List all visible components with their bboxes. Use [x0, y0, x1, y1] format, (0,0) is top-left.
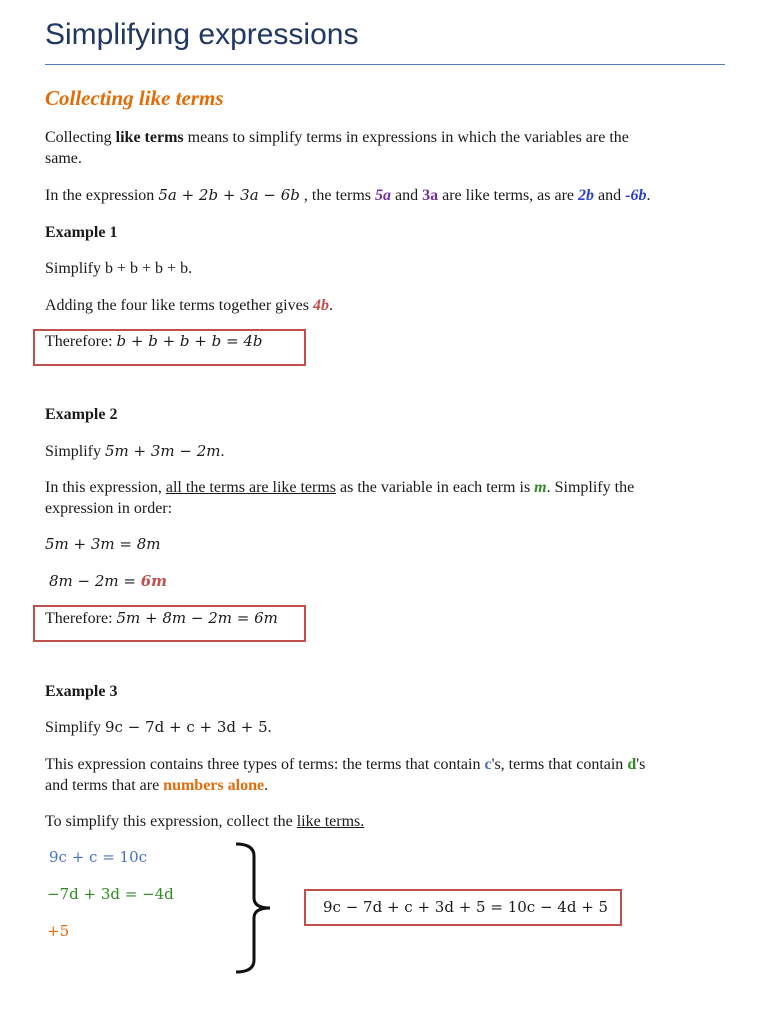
section-heading: Collecting like terms	[45, 86, 224, 110]
like-terms-explanation	[45, 185, 650, 206]
intro-line-2: same.	[45, 150, 82, 167]
right-brace-icon	[234, 842, 274, 974]
text: Adding the four like terms together gives	[45, 297, 313, 314]
text: and	[390, 187, 423, 204]
intro-text: means to simplify terms in expressions in which the variables are the	[183, 129, 629, 146]
term-3a: 3a	[422, 187, 439, 204]
text: Simplify	[45, 443, 106, 460]
question-expression: 9c − 7d + c + 3d + 5	[105, 718, 268, 736]
term-type-numbers: numbers alone	[163, 777, 265, 794]
step-result: 6m	[140, 572, 168, 590]
underlined-text: like terms.	[296, 813, 365, 830]
step-expression: 8m − 2m =	[49, 572, 141, 590]
text: .	[264, 777, 269, 794]
therefore-label: Therefore:	[45, 610, 117, 627]
text: 's, terms that contain	[491, 756, 628, 773]
example-1-heading: Example 1	[45, 224, 118, 241]
group-constants: +5	[47, 922, 70, 940]
text: This expression contains three types of terms: the terms that contain	[45, 756, 485, 773]
text: .	[220, 443, 225, 460]
term-type-d: d	[627, 756, 637, 773]
example-3-answer: 9c − 7d + c + 3d + 5 = 10c − 4d + 5	[323, 898, 609, 916]
text: are like terms, as are	[438, 187, 579, 204]
text: .	[267, 719, 272, 736]
text: , the terms	[299, 187, 375, 204]
example-2-step-2	[49, 571, 167, 592]
example-3-instruction	[45, 811, 364, 832]
underlined-text: all the terms are like terms	[165, 479, 337, 496]
term-2b: 2b	[578, 187, 595, 204]
therefore-label: Therefore:	[45, 333, 117, 350]
math-expression: 5a + 2b + 3a − 6b	[158, 186, 300, 204]
text: .	[646, 187, 651, 204]
example-1-question: Simplify b + b + b + b.	[45, 260, 193, 277]
example-2-step-1: 5m + 3m = 8m	[45, 535, 161, 553]
text: . Simplify the	[546, 479, 635, 496]
example-3-explanation-line-1	[45, 754, 645, 775]
intro-keyword: like terms	[115, 129, 184, 146]
group-c-terms: 9c + c = 10c	[49, 848, 148, 866]
example-2-heading: Example 2	[45, 406, 118, 423]
example-1-answer	[45, 331, 263, 352]
term-5a: 5a	[374, 187, 391, 204]
example-2-explanation-line-2: expression in order:	[45, 500, 173, 517]
intro-text: Collecting	[45, 129, 116, 146]
text: and	[594, 187, 626, 204]
variable-m: m	[534, 479, 547, 496]
title-divider	[45, 64, 725, 65]
example-2-answer	[45, 608, 278, 629]
intro-line-1	[45, 127, 629, 148]
question-expression: 5m + 3m − 2m	[105, 442, 221, 460]
text: .	[328, 297, 333, 314]
answer-expression: b + b + b + b = 4b	[116, 332, 263, 350]
page-title: Simplifying expressions	[45, 18, 359, 51]
term-minus-6b: -6b	[625, 187, 647, 204]
text: and terms that are	[45, 777, 164, 794]
example-3-explanation-line-2	[45, 775, 268, 796]
text: In this expression,	[45, 479, 166, 496]
example-1-result: 4b	[312, 297, 329, 314]
example-2-explanation-line-1	[45, 477, 634, 498]
answer-expression: 5m + 8m − 2m = 6m	[116, 609, 278, 627]
text: 's	[636, 756, 646, 773]
group-d-terms: −7d + 3d = −4d	[47, 885, 174, 903]
text: In the expression	[45, 187, 159, 204]
text: To simplify this expression, collect the	[45, 813, 297, 830]
text: Simplify	[45, 719, 106, 736]
example-3-heading: Example 3	[45, 683, 118, 700]
example-3-question	[45, 717, 272, 738]
term-type-c: c	[484, 756, 492, 773]
text: as the variable in each term is	[336, 479, 535, 496]
example-1-explanation	[45, 295, 333, 316]
example-2-question	[45, 441, 225, 462]
